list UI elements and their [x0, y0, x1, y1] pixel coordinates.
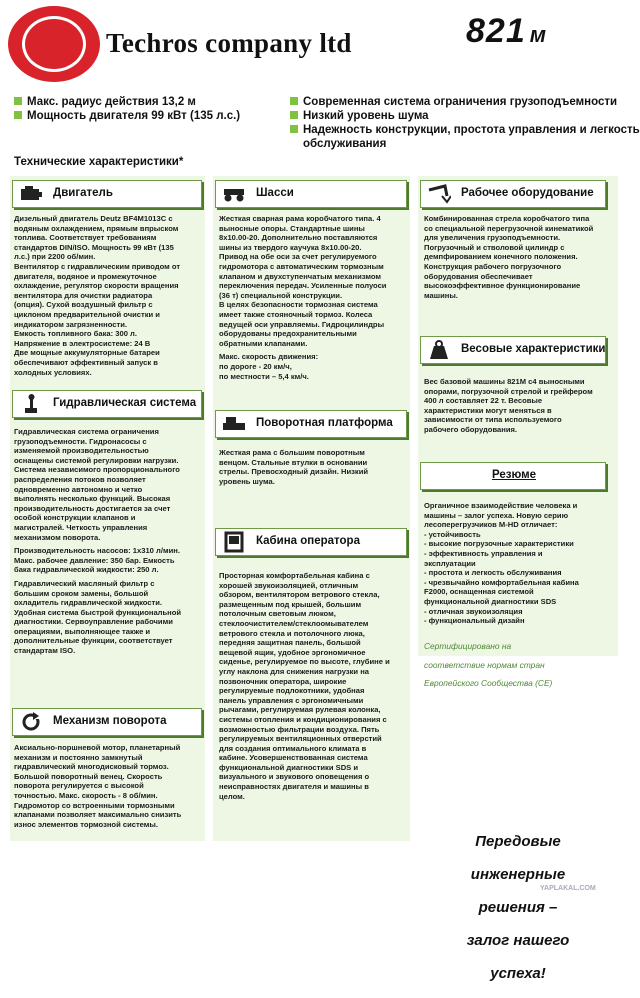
text-line: изменяемой производительностью	[14, 446, 149, 456]
text-line: Две мощные аккумуляторные батареи	[14, 348, 160, 358]
cabin-header	[215, 528, 407, 556]
text-line: клапаном и двухступенчатым механизмом	[219, 271, 382, 281]
text-line: Просторная комфортабельная кабина с	[219, 571, 370, 580]
text-line: магистралей. Четкость управления	[14, 522, 148, 532]
text-line: механизм и постоянно замкнутый	[14, 752, 143, 762]
text-line: износ элементов тормозной системы.	[14, 819, 159, 829]
text-line: стеклоочистителем/стеклоомывателем	[219, 618, 369, 628]
text-line: по дороге - 20 км/ч,	[219, 361, 292, 371]
text-line: гидравлический многодисковый тормоз.	[14, 762, 169, 772]
text-line: точностью. Макс. скорость - 8 об/мин.	[14, 790, 158, 800]
text-line: клапанами позволяет максимально снизить	[14, 810, 182, 820]
engine-header	[12, 180, 202, 208]
text-line: стандартам ISO.	[14, 646, 76, 656]
bullet-icon	[14, 97, 22, 105]
text-line: функциональной диагностики SDS и	[219, 762, 359, 772]
text-line: решения –	[478, 899, 558, 916]
text-line: операциями, выполняющее также и	[14, 626, 151, 636]
text-line: высокоэффективное функционирование	[424, 281, 581, 291]
text-line: Сертифицировано на	[424, 641, 512, 652]
text-line: залог нашего	[466, 932, 570, 949]
text-line: Система независимого пропорционального	[14, 465, 180, 475]
text-line: водяным охлаждением, прямым впрыском	[14, 223, 179, 233]
bullet-icon	[290, 125, 298, 133]
text-line: рабочего оборудования.	[424, 424, 518, 434]
text-line: поворота регулируется с высокой	[14, 781, 144, 791]
bullet-icon	[290, 97, 298, 105]
equipment-header	[420, 180, 606, 208]
text-line: Вес базовой машины 821М с4 выносными	[424, 377, 585, 386]
text-line: рычагами, регулируемая рулевая колонка,	[219, 705, 381, 715]
text-line: венцом. Стальные втулки в основании	[219, 457, 368, 467]
highlight-right-3: обслуживания	[303, 138, 387, 150]
platform-icon	[221, 415, 247, 433]
text-line: переключения передач. Усиленные полуоси	[219, 281, 387, 291]
text-line: Органичное взаимодействие человека и	[424, 501, 578, 510]
text-line: ведущей оси управляемы. Гидроцилиндры	[219, 319, 385, 329]
chassis-icon	[221, 185, 247, 203]
text-line: имеет также стояночный тормоз. Колеса	[219, 309, 373, 319]
text-line: обратными клапанами.	[219, 338, 308, 348]
text-line: Производительность насосов: 1х310 л/мин.	[14, 546, 180, 556]
weight-text	[424, 377, 614, 435]
text-line: Дизельный двигатель Deutz BF4M1013C с	[14, 214, 173, 223]
text-line: сиденье, регулируемое по высоте, глубине и	[219, 657, 390, 667]
text-line: хорошей звукоизоляцией, отличным	[219, 580, 359, 590]
platform-text	[219, 448, 409, 486]
joystick-icon	[18, 395, 44, 413]
swing-text	[14, 743, 202, 829]
text-line: - эффективность управления и	[424, 548, 543, 558]
weight-icon	[426, 341, 452, 359]
text-line: Большой поворотный венец. Скорость	[14, 771, 163, 781]
text-line: кабине. Усовершенствованная система	[219, 753, 368, 763]
text-line: охладитель гидравлической жидкости.	[14, 598, 163, 608]
text-line: уровень шума.	[219, 476, 275, 486]
text-line: большим сроком замены, большой	[14, 588, 149, 598]
text-line: дополнительные функции, соответствует	[14, 636, 173, 646]
platform-title: Поворотная платформа	[256, 417, 393, 429]
text-line: Напряжение в электросистеме: 24 В	[14, 338, 151, 348]
text-line: оснащены системой регулировки нагрузки.	[14, 455, 179, 465]
text-line: Гидравлический масляный фильтр с	[14, 578, 155, 588]
text-line: позвоночник оператора, широкие	[219, 676, 347, 686]
text-line: панель управления с эргономичными	[219, 695, 364, 705]
text-line: Конструкция рабочего погрузочного	[424, 261, 562, 271]
text-line: Передовые	[475, 833, 561, 850]
text-line: охлаждение, регулятор скорости вращения	[14, 281, 179, 291]
text-line: Привод на обе оси за счет регулируемого	[219, 252, 377, 262]
chassis-header	[215, 180, 407, 208]
text-line: регулируемых вентиляционных отверстий	[219, 734, 382, 744]
text-line: со специальной перегрузочной кинематикой	[424, 223, 594, 233]
text-line: оборудования обеспечивает	[424, 271, 533, 281]
text-line: возможностью фильтрации воздуха. Пять	[219, 724, 380, 734]
chassis-text	[219, 214, 409, 381]
grapple-icon	[426, 185, 452, 203]
text-line: вещевой ящик, удобное эргономичное	[219, 647, 366, 657]
certification-note	[424, 633, 614, 697]
text-line: бака гидравлической жидкости: 250 л.	[14, 565, 159, 575]
text-line: диагностики. Сервоуправление рабочими	[14, 617, 173, 627]
text-line: л.с.) при 2200 об/мин.	[14, 252, 96, 262]
text-line: обзором, вентилятором ветрового стекла,	[219, 590, 380, 600]
summary-header	[420, 462, 606, 490]
highlight-right-2: Надежность конструкции, простота управления и легкость	[290, 123, 640, 138]
text-line: инженерные	[470, 866, 566, 883]
text-line: неисправностях двигателя и машины в	[219, 782, 369, 792]
text-line: - простота и легкость обслуживания	[424, 568, 562, 578]
model-suffix: м	[529, 22, 548, 47]
text-line: циклоном предварительной очистки и	[14, 309, 160, 319]
text-line: Жесткая сварная рама коробчатого типа. 4	[219, 214, 381, 223]
text-line: производительность достигается за счет	[14, 503, 171, 513]
platform-header	[215, 410, 407, 438]
text-line: особой конструкции клапанов и	[14, 513, 136, 523]
text-line: зависимости от типа используемого	[424, 415, 562, 425]
text-line: размещенным под крышей, большим	[219, 599, 362, 609]
text-line: опорами, погрузочной стрелой и грейфером	[424, 386, 593, 396]
engine-title: Двигатель	[53, 187, 113, 199]
rotate-icon	[18, 713, 44, 731]
text-line: соответствие нормам стран	[424, 659, 545, 670]
text-line: двигателя, водяное и промежуточное	[14, 271, 157, 281]
model-title	[466, 12, 547, 51]
cabin-icon	[221, 533, 247, 551]
text-line: успеха!	[490, 965, 546, 982]
text-line: обеспечивают эффективный запуск в	[14, 357, 158, 367]
text-line: гидромотора с автоматическим тормозным	[219, 261, 384, 271]
hydraulic-text	[14, 427, 202, 656]
text-line: Европейского Сообщества (CE)	[424, 678, 553, 689]
text-line: системы отопления и кондиционирования с	[219, 714, 387, 724]
bullet-icon	[290, 111, 298, 119]
text-line: углу наклона для снижения нагрузки на	[219, 666, 370, 676]
text-line: 400 л составляет 22 т. Весовые	[424, 396, 543, 406]
summary-title: Резюме	[491, 469, 537, 481]
hydraulic-header	[12, 390, 202, 418]
hydraulic-title: Гидравлическая система	[53, 397, 197, 409]
text-line: потолочным световым люком,	[219, 609, 336, 619]
highlight-left-1: Мощность двигателя 99 кВт (135 л.с.)	[14, 109, 240, 124]
text-line: оборудованы предохранительными	[219, 329, 357, 339]
text-line: для создания оптимального климата в	[219, 743, 367, 753]
text-line: демпфированием конечного положения.	[424, 252, 578, 262]
text-line: механизмом поворота.	[14, 532, 101, 542]
text-line: холодных условиях.	[14, 367, 92, 377]
text-line: эксплуатации	[424, 558, 476, 568]
text-line: - функциональный дизайн	[424, 616, 525, 626]
text-line: одновременно автономно и четко	[14, 484, 143, 494]
engine-text	[14, 214, 202, 377]
bullet-icon	[14, 111, 22, 119]
text-line: индикатором загрязненности.	[14, 319, 127, 329]
text-line: машины.	[424, 290, 458, 300]
logo-emblem	[22, 16, 86, 72]
text-line: характеристики могут меняться в	[424, 405, 552, 415]
text-line: целом.	[219, 791, 245, 801]
model-number: 821	[466, 12, 526, 50]
equipment-text	[424, 214, 614, 300]
text-line: Удобная система быстрой функциональной	[14, 607, 182, 617]
text-line: вентилятора для очистки радиатора	[14, 290, 153, 300]
weight-title: Весовые характеристики	[461, 343, 606, 355]
highlight-left-0: Макс. радиус действия 13,2 м	[14, 95, 196, 110]
watermark: YAPLAKAL.COM	[540, 885, 596, 892]
text-line: В целях безопасности тормозная система	[219, 300, 378, 310]
company-name: Techros company ltd	[106, 28, 352, 58]
cabin-title: Кабина оператора	[256, 535, 360, 547]
text-line: для увеличения грузоподъемности.	[424, 233, 561, 243]
text-line: стандартов DIN/ISO. Мощность 99 кВт (135	[14, 242, 174, 252]
text-line: Погрузочный и стволовой цилиндр с	[424, 242, 565, 252]
text-line: регулируемые подлокотники, удобная	[219, 686, 365, 696]
text-line: Макс. скорость движения:	[219, 352, 319, 362]
text-line: функциональной диагностики SDS	[424, 596, 557, 606]
text-line: стрелы. Превосходный дизайн. Низкий	[219, 467, 369, 477]
text-line: машины – залог успеха. Новую серию	[424, 510, 569, 520]
engine-icon	[18, 185, 44, 203]
text-line: Емкость топливного бака: 300 л.	[14, 329, 137, 339]
swing-title: Механизм поворота	[53, 715, 167, 727]
text-line: выносные опоры. Стандартные шины	[219, 223, 365, 233]
text-line: Макс. рабочее давление: 350 бар. Емкость	[14, 555, 175, 565]
highlight-right-0: Современная система ограничения грузоподъемности	[290, 95, 617, 110]
text-line: выполнять несколько функций. Высокая	[14, 494, 171, 504]
text-line: 8х10.00-20. Дополнительно поставляются	[219, 233, 378, 243]
text-line: Жесткая рама с большим поворотным	[219, 448, 365, 457]
text-line: грузоподъемности. Гидронасосы с	[14, 436, 147, 446]
highlight-right-1: Низкий уровень шума	[290, 109, 429, 124]
text-line: (опция). Сухой воздушный фильтр с	[14, 300, 153, 310]
text-line: передняя защитная панель, большой	[219, 638, 361, 648]
text-line: - чрезвычайно комфортабельная кабина	[424, 577, 579, 587]
text-line: лесоперегрузчиков М-HD отличает:	[424, 520, 558, 530]
text-line: - высокие погрузочные характеристики	[424, 539, 574, 549]
text-line: - устойчивость	[424, 529, 481, 539]
slogan	[418, 818, 618, 998]
text-line: по местности – 5,4 км/ч.	[219, 371, 309, 381]
text-line: F2000, оснащенная системой	[424, 587, 534, 597]
text-line: Аксиально-поршневой мотор, планетарный	[14, 743, 181, 752]
cabin-text	[219, 571, 409, 801]
summary-text	[424, 501, 614, 626]
section-title: Технические характеристики*	[14, 156, 184, 168]
equipment-title: Рабочее оборудование	[461, 187, 594, 199]
text-line: визуального и звукового оповещения о	[219, 772, 370, 782]
text-line: шины из твердого каучука 8х10.00-20.	[219, 242, 362, 252]
text-line: топлива. Соответствует требованиям	[14, 233, 157, 243]
text-line: Гидромотор со встроенными тормозными	[14, 800, 175, 810]
text-line: ветрового стекла и потолочного люка,	[219, 628, 365, 638]
chassis-title: Шасси	[256, 187, 294, 199]
text-line: (36 т) специальной конструкции.	[219, 290, 343, 300]
text-line: Вентилятор с гидравлическим приводом от	[14, 261, 181, 271]
swing-header	[12, 708, 202, 736]
text-line: Комбинированная стрела коробчатого типа	[424, 214, 590, 223]
weight-header	[420, 336, 606, 364]
text-line: распределения потоков позволяет	[14, 474, 146, 484]
text-line: - отличная звукоизоляция	[424, 606, 523, 616]
text-line: Гидравлическая система ограничения	[14, 427, 159, 436]
